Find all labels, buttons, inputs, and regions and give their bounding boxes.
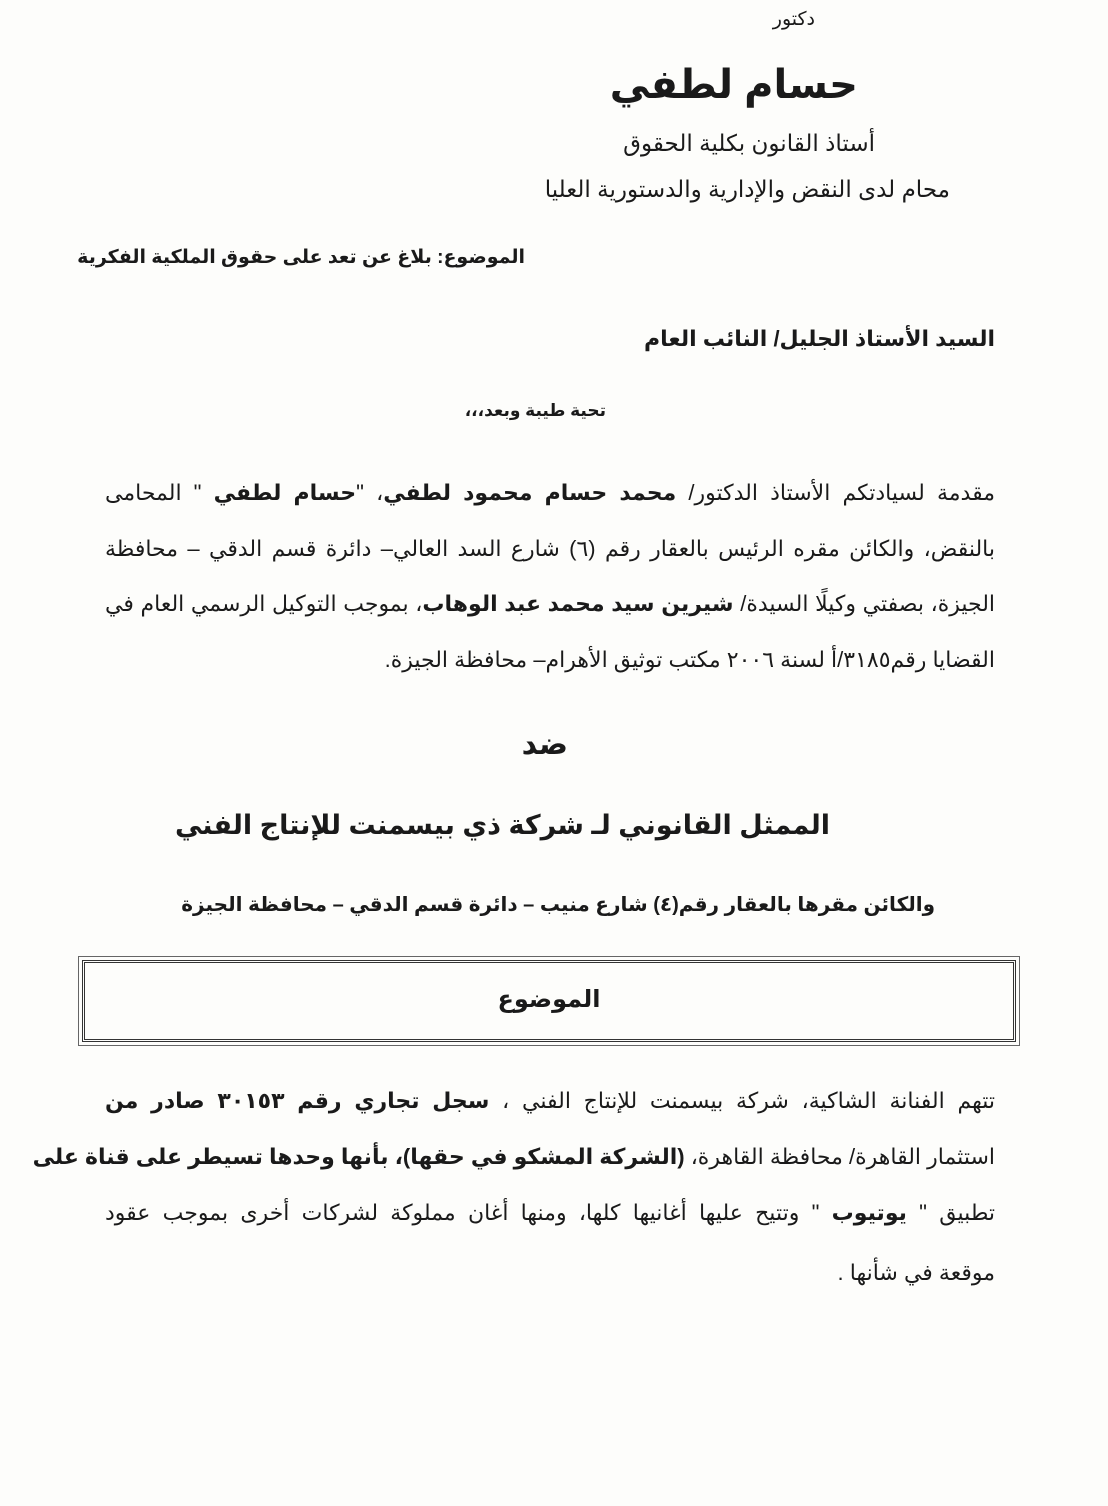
section-title: الموضوع bbox=[497, 986, 601, 1013]
subject-line: الموضوع: بلاغ عن تعد على حقوق الملكية الفكرية bbox=[77, 247, 525, 268]
paragraph-line bbox=[32, 1144, 995, 1170]
title-prefix: دكتور bbox=[772, 9, 815, 30]
paragraph-line bbox=[105, 647, 995, 673]
text: القضايا رقم٣١٨٥/أ لسنة ٢٠٠٦ مكتب توثيق الأهرام– محافظة الجيزة. bbox=[384, 647, 995, 672]
text: موقعة في شأنها . bbox=[837, 1260, 995, 1285]
paragraph-line bbox=[105, 1200, 995, 1226]
addressee: السيد الأستاذ الجليل/ النائب العام bbox=[644, 326, 995, 351]
paragraph-line bbox=[105, 1088, 995, 1114]
text: ، بموجب التوكيل الرسمي العام في bbox=[105, 591, 423, 616]
section-title-box bbox=[82, 960, 1016, 1042]
text: ، " bbox=[356, 480, 384, 505]
text: تتهم الفنانة الشاكية، شركة بيسمنت للإنتاج الفني ، bbox=[489, 1088, 995, 1113]
greeting: تحية طيبة وبعد،،، bbox=[464, 401, 606, 420]
bold-text: سجل تجاري رقم ٣٠١٥٣ صادر من bbox=[105, 1088, 490, 1113]
against-heading: ضد bbox=[521, 728, 568, 761]
bold-text: محمد حسام محمود لطفي bbox=[383, 480, 677, 505]
text: الجيزة، بصفتي وكيلًا السيدة/ bbox=[733, 591, 996, 616]
bold-text: يوتيوب bbox=[831, 1200, 907, 1225]
bold-text: شيرين سيد محمد عبد الوهاب bbox=[422, 591, 734, 616]
position-2: محام لدى النقض والإدارية والدستورية العليا bbox=[544, 176, 950, 202]
defendant-name: الممثل القانوني لـ شركة ذي بيسمنت للإنتاج الفني bbox=[174, 810, 830, 840]
paragraph-line bbox=[105, 1260, 995, 1286]
paragraph-line bbox=[105, 536, 995, 562]
text: بالنقض، والكائن مقره الرئيس بالعقار رقم (٦) شارع السد العالي– دائرة قسم الدقي – محافظة bbox=[105, 536, 996, 561]
text: مقدمة لسيادتكم الأستاذ الدكتور/ bbox=[676, 480, 996, 505]
position-1: أستاذ القانون بكلية الحقوق bbox=[623, 130, 875, 156]
bold-text: (الشركة المشكو في حقها)، بأنها وحدها تسيطر على قناة على bbox=[32, 1144, 685, 1169]
text: " وتتيح عليها أغانيها كلها، ومنها أغان مملوكة لشركات أخرى بموجب عقود bbox=[105, 1200, 832, 1225]
text: " المحامى bbox=[105, 480, 214, 505]
letterhead-name: حسام لطفي bbox=[609, 63, 858, 107]
defendant-address: والكائن مقرها بالعقار رقم(٤) شارع منيب – دائرة قسم الدقي – محافظة الجيزة bbox=[181, 894, 935, 916]
text: تطبيق " bbox=[906, 1200, 995, 1225]
text: استثمار القاهرة/ محافظة القاهرة، bbox=[684, 1144, 995, 1169]
paragraph-line bbox=[105, 480, 995, 506]
bold-text: حسام لطفي bbox=[213, 480, 357, 505]
paragraph-line bbox=[105, 591, 995, 617]
